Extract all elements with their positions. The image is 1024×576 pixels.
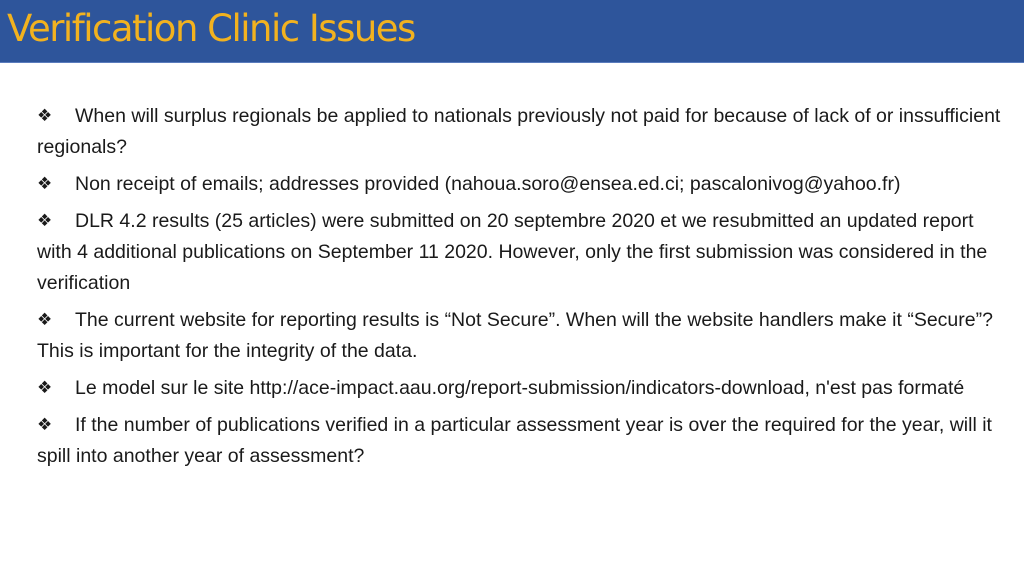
bullet-item (37, 206, 1003, 299)
bullet-item (37, 373, 1003, 404)
slide-title: Verification Clinic Issues (7, 7, 415, 50)
bullet-text: The current website for reporting results is “Not Secure”. When will the website handlers make it “Secure”? This is important for the integrity of the data. (37, 309, 993, 362)
bullet-text: Non receipt of emails; addresses provided (nahoua.soro@ensea.ed.ci; pascalonivog@yahoo.fr) (75, 173, 901, 195)
bullet-text: When will surplus regionals be applied to nationals previously not paid for because of lack of or inssufficient regionals? (37, 105, 1001, 158)
bullet-text: Le model sur le site http://ace-impact.aau.org/report-submission/indicators-download, n'est pas formaté (75, 377, 965, 399)
diamond-bullet-icon: ❖ (37, 310, 53, 330)
bullet-text: DLR 4.2 results (25 articles) were submitted on 20 septembre 2020 et we resubmitted an updated report with 4 additional publications on September 11 2020. However, only the first submission was considered in the verification (37, 210, 988, 294)
bullet-item (37, 101, 1003, 163)
diamond-bullet-icon: ❖ (37, 378, 53, 398)
diamond-bullet-icon: ❖ (37, 106, 53, 126)
title-bar (0, 0, 1024, 63)
diamond-bullet-icon: ❖ (37, 415, 53, 435)
diamond-bullet-icon: ❖ (37, 211, 53, 231)
bullet-item (37, 305, 1003, 367)
diamond-bullet-icon: ❖ (37, 174, 53, 194)
bullet-list (37, 101, 1003, 478)
bullet-item (37, 410, 1003, 472)
bullet-text: If the number of publications verified in a particular assessment year is over the required for the year, will it spill into another year of assessment? (37, 414, 992, 467)
bullet-item (37, 169, 1003, 200)
